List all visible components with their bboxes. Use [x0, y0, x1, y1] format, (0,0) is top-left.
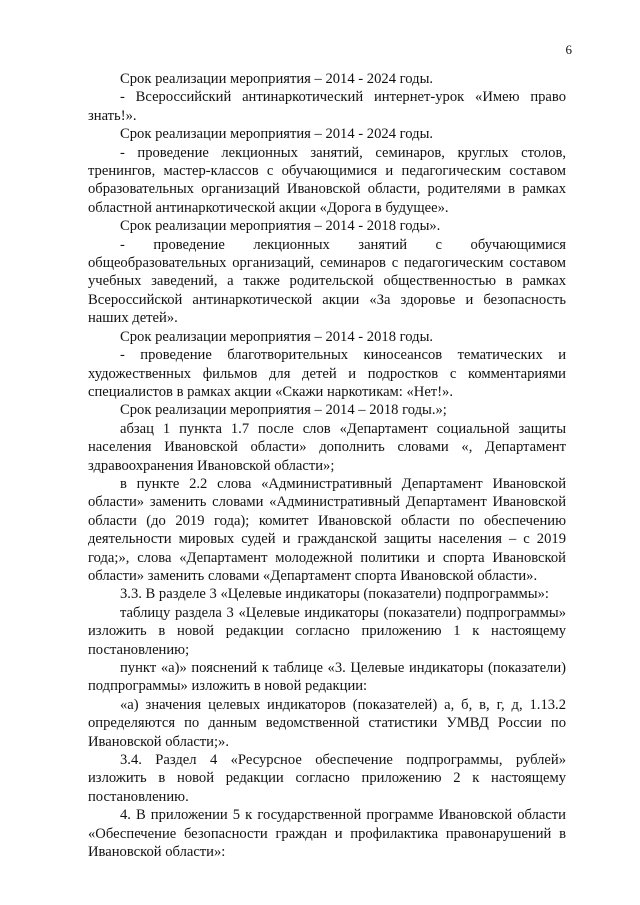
paragraph: таблицу раздела 3 «Целевые индикаторы (показатели) подпрограммы» изложить в новой редакции согласно приложению 1 к настоящему постановлению;: [88, 604, 566, 658]
paragraph: - проведение благотворительных киносеансов тематических и художественных фильмов для детей и подростков с комментариями специалистов в рамках акции «Скажи наркотикам: «Нет!».: [88, 347, 566, 400]
paragraph: Срок реализации мероприятия – 2014 - 2024 годы.: [120, 71, 434, 87]
paragraph: - Всероссийский антинаркотический интернет-урок «Имею право знать!».: [88, 89, 566, 124]
paragraph: «а) значения целевых индикаторов (показателей) а, б, в, г, д, 1.13.2 определяются по данным ведомственной статистики УМВД России по Ивановской области;».: [88, 696, 566, 750]
page-number: 6: [565, 42, 572, 57]
paragraph: 4. В приложении 5 к государственной программе Ивановской области «Обеспечение безопасности граждан и профилактика правонарушений в Ивановской области»:: [88, 807, 566, 861]
paragraph: 3.3. В разделе 3 «Целевые индикаторы (показатели) подпрограммы»:: [120, 586, 549, 603]
paragraph: Срок реализации мероприятия – 2014 – 2018 годы.»;: [120, 402, 447, 419]
paragraph: Срок реализации мероприятия – 2014 - 2018 годы.: [120, 328, 434, 345]
paragraph: пункт «а)» пояснений к таблице «3. Целевые индикаторы (показатели) подпрограммы» изложить в новой редакции:: [88, 660, 566, 695]
document-body: [88, 70, 566, 861]
paragraph: абзац 1 пункта 1.7 после слов «Департамент социальной защиты населения Ивановской области» дополнить словами «, Департамент здравоохранения Ивановской области»;: [88, 420, 566, 474]
paragraph: Срок реализации мероприятия – 2014 - 2024 годы.: [120, 126, 434, 143]
paragraph: Срок реализации мероприятия – 2014 - 2018 годы».: [120, 218, 441, 235]
paragraph: в пункте 2.2 слова «Административный Департамент Ивановской области» заменить словами «Административный Департамент Ивановской области (до 2019 года); комитет Ивановской области по обеспечению деятельности мировых судей и гражданской защиты населения – с 2019 года;», слова «Департамент молодежной политики и спорта Ивановской области» заменить словами «Департамент спорта Ивановской области».: [88, 475, 566, 584]
paragraph: 3.4. Раздел 4 «Ресурсное обеспечение подпрограммы, рублей» изложить в новой редакции согласно приложению 2 к настоящему постановлению.: [88, 752, 566, 805]
paragraph: - проведение лекционных занятий, семинаров, круглых столов, тренингов, мастер-классов с обучающимися и педагогическим составом образовательных организаций Ивановской области, родителями в рамках областной антинаркотической акции «Дорога в будущее».: [88, 144, 566, 216]
paragraph: - проведение лекционных занятий с обучающимися общеобразовательных организаций, семинаров с педагогическим составом учебных заведений, а также родительской общественностью в рамках Всероссийской антинаркотической акции «За здоровье и безопасность наших детей».: [88, 236, 566, 327]
